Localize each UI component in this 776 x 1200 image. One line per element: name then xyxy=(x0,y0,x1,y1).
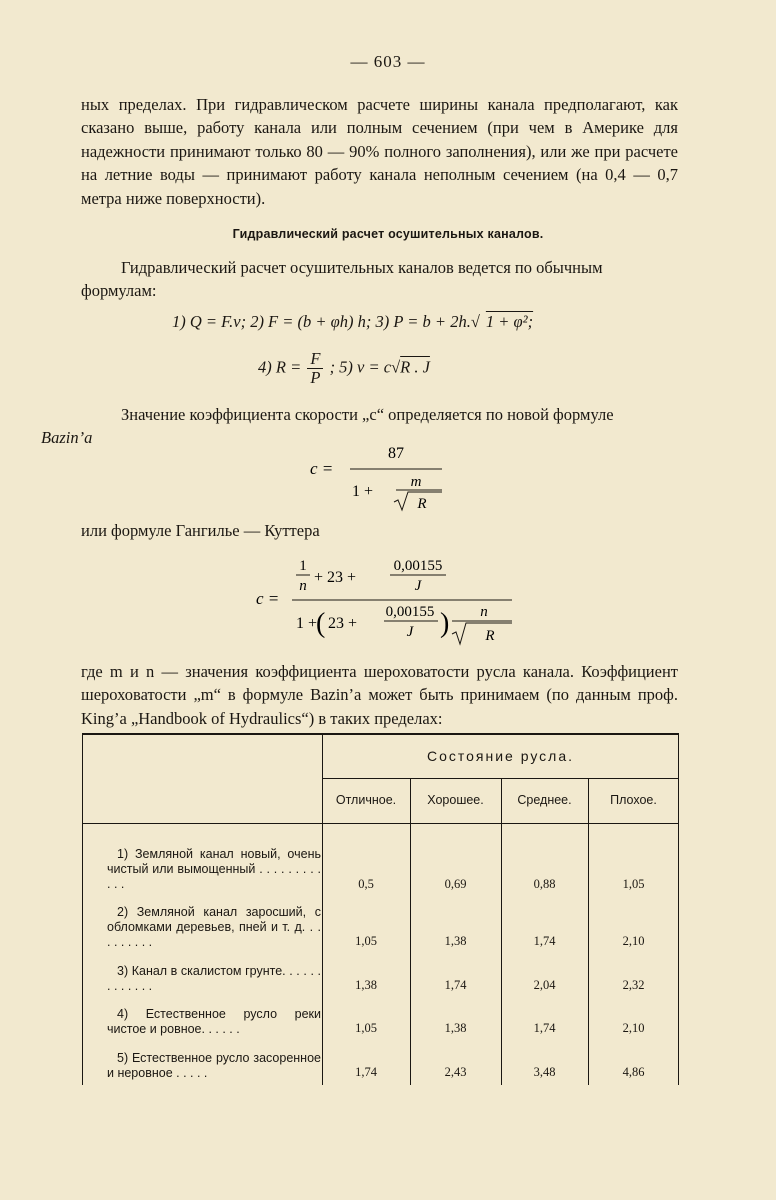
table-cell: 2,32 xyxy=(622,978,645,992)
kutter-n1-den: n xyxy=(299,578,307,594)
table-cell: 1,74 xyxy=(444,978,467,992)
table-cell: 1,05 xyxy=(355,934,377,948)
bazin-formula xyxy=(310,440,460,516)
table-hline-header xyxy=(83,823,678,824)
bazin-den-prefix: 1 + xyxy=(352,483,374,500)
table-cell: 1,74 xyxy=(533,1021,556,1035)
table-cell: 0,88 xyxy=(533,877,556,891)
section-heading: Гидравлический расчет осушительных каналов. xyxy=(232,227,544,241)
bazin-den-num: m xyxy=(410,474,422,490)
formula-4-numerator: F xyxy=(307,350,323,369)
table-cell: 2,10 xyxy=(622,1021,645,1035)
kutter-right-paren: ) xyxy=(440,608,450,639)
table-cell: 1,05 xyxy=(622,877,645,891)
bazin-den-den: R xyxy=(417,496,427,512)
table-cell: 2,04 xyxy=(533,978,556,992)
table-cell: 2,10 xyxy=(622,934,645,948)
kutter-lhs: c = xyxy=(256,589,280,608)
bazin-lhs: c = xyxy=(310,459,334,478)
table-row-label: 3) Канал в скалистом грунте. . . . . . . . . . . . . xyxy=(107,964,321,993)
table-vline-col1 xyxy=(410,778,411,1085)
kutter-k-num: 0,00155 xyxy=(393,558,443,574)
kutter-k-den: J xyxy=(414,578,422,594)
kutter-d-r: R xyxy=(485,628,495,644)
kutter-d-23: 23 + xyxy=(328,615,358,632)
table-row-label: 1) Земляной канал новый, очень чистый или вымощенный . . . . . . . . . . . . xyxy=(107,847,321,891)
intro-paragraph: ных пределах. При гидравлическом расчете ширины канала предполагают, как сказано выше, работу канала или полным сечением (при чем в Америке для надежности принимают только 80 — 90% полного заполнения), или же при расчете на летние воды — принимают работу канала неполным сечением (на 0,4 — 0,7 метра ниже поверхности). xyxy=(81,95,678,208)
formula-line-1 xyxy=(172,312,533,332)
formula-4-fraction xyxy=(307,350,323,387)
kutter-left-paren: ( xyxy=(316,608,326,639)
table-row-label: 5) Естественное русло засоренное и неровное . . . . . xyxy=(107,1051,321,1080)
table-cell: 1,38 xyxy=(444,1021,467,1035)
kutter-formula xyxy=(256,552,518,652)
bazin-numerator: 87 xyxy=(388,445,404,462)
table-cell: 0,69 xyxy=(444,877,467,891)
table-row-label: 4) Естественное русло реки чистое и ровное. . . . . . xyxy=(107,1007,321,1036)
table-hline-group xyxy=(322,778,678,779)
table-cell: 1,05 xyxy=(355,1021,377,1035)
kutter-d-k-den: J xyxy=(406,624,414,640)
table-group-header: Состояние русла. xyxy=(426,748,575,764)
table-cell: 1,38 xyxy=(444,934,467,948)
table-vline-col3 xyxy=(588,778,589,1085)
radical-sign: √ xyxy=(391,357,401,377)
paragraph-bazin-text: Значение коэффициента скорости „c“ определяется по новой формуле xyxy=(121,405,614,424)
table-cell: 1,74 xyxy=(533,934,556,948)
kutter-plus23: + 23 + xyxy=(314,569,357,586)
bazin-name: Bazin’a xyxy=(41,428,93,448)
formula-5-radicand: R . J xyxy=(400,357,430,377)
table-cell: 4,86 xyxy=(622,1065,645,1079)
kutter-n1-num: 1 xyxy=(299,558,307,574)
paragraph-formulas-intro: Гидравлический расчет осушительных каналов ведется по обычным формулам: xyxy=(81,258,603,301)
table-cell: 3,48 xyxy=(533,1065,556,1079)
table-cell: 0,5 xyxy=(358,877,374,891)
roughness-table xyxy=(82,733,679,1085)
column-header-poor: Плохое. xyxy=(610,793,657,807)
kutter-d-n: n xyxy=(480,604,488,620)
table-cell: 1,38 xyxy=(355,978,377,992)
kutter-d-k-num: 0,00155 xyxy=(385,604,435,620)
table-cell: 1,74 xyxy=(355,1065,377,1079)
column-header-good: Хорошее. xyxy=(427,793,484,807)
kutter-radical xyxy=(452,623,512,644)
paragraph-roughness: где m и n — значения коэффициента шероховатости русла канала. Коэффициент шероховатости „m“ в формуле Bazin’a может быть принимаем (по данным проф. King’a „Handbook of Hydraulics“) в таких пределах: xyxy=(81,662,678,728)
formula-4-denominator: P xyxy=(310,368,321,387)
formula-3-radicand: 1 + φ²; xyxy=(485,312,534,331)
table-row-label: 2) Земляной канал заросший, с обломками деревьев, пней и т. д. . . . . . . . . . xyxy=(107,905,321,949)
formula-4-label: 4) R = xyxy=(258,357,302,377)
formula-1-3: 1) Q = F.v; 2) F = (b + φh) h; 3) P = b + 2h.√ xyxy=(172,312,480,331)
table-vline-col2 xyxy=(501,778,502,1085)
formula-5-label: ; 5) v = c xyxy=(329,357,392,377)
paragraph-kutter-intro: или формуле Гангилье — Куттера xyxy=(81,521,320,540)
formula-line-2 xyxy=(258,350,430,387)
column-header-excellent: Отличное. xyxy=(335,793,397,807)
page-number: — 603 — xyxy=(350,52,426,71)
column-header-average: Среднее. xyxy=(517,793,572,807)
table-cell: 2,43 xyxy=(444,1065,467,1079)
kutter-d-prefix: 1 + xyxy=(296,615,318,632)
